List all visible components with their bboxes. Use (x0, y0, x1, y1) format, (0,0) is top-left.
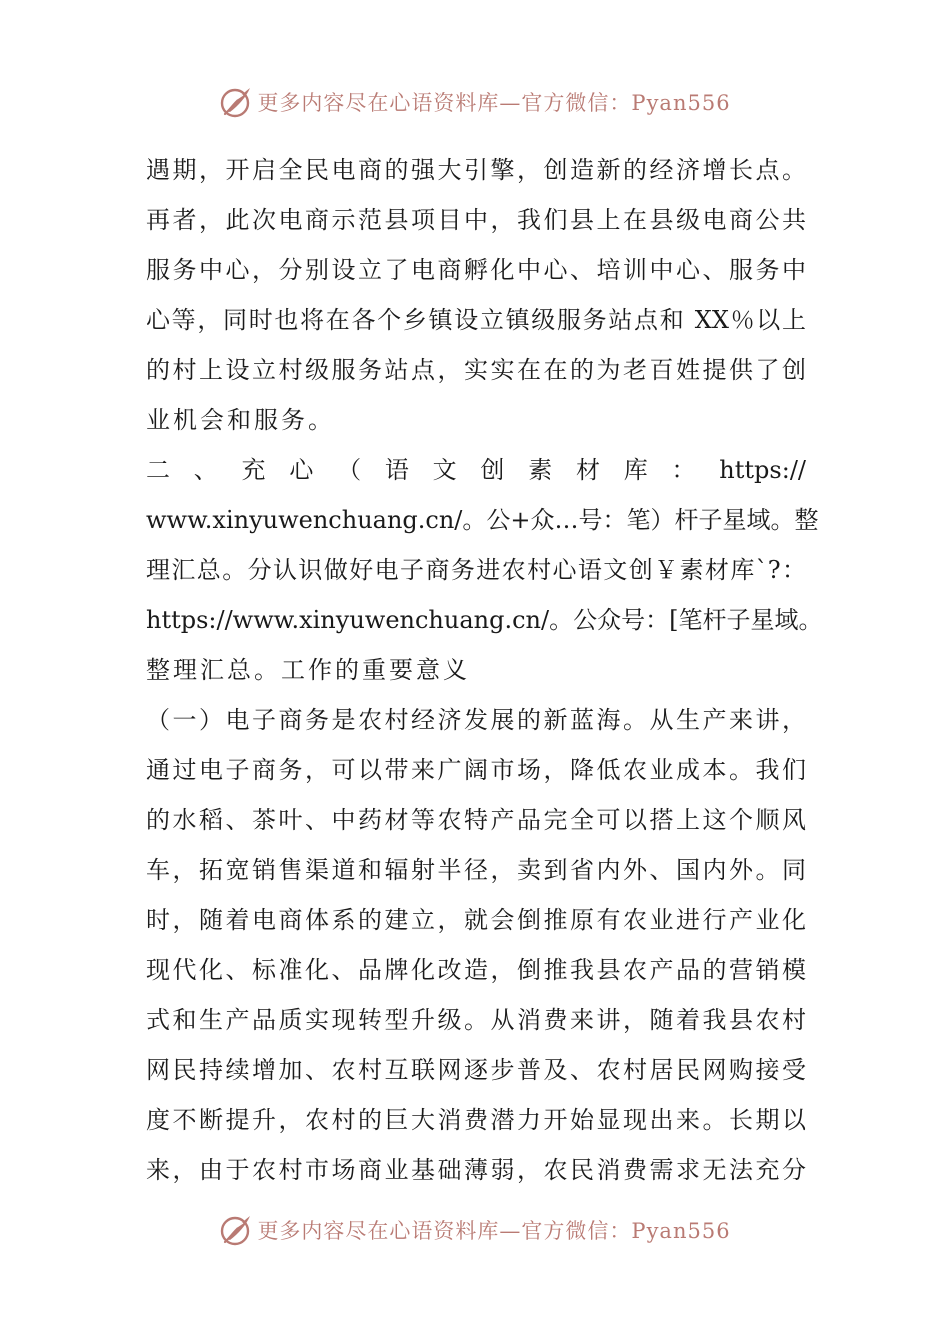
body-line: 现代化、标准化、品牌化改造，倒推我县农产品的营销模 (146, 956, 806, 984)
body-line: 二、充心（语文创素材库：https:// (146, 456, 806, 484)
body-line: 通过电子商务，可以带来广阔市场，降低农业成本。我们 (146, 756, 806, 784)
quill-logo-icon (219, 85, 253, 119)
document-body (146, 145, 823, 1195)
body-line: （一）电子商务是农村经济发展的新蓝海。从生产来讲， (146, 706, 806, 734)
footer-banner-text: 更多内容尽在心语资料库—官方微信：Pyan556 (257, 1219, 731, 1243)
body-line: https://www.xinyuwenchuang.cn/。公众号：[笔杆子星域。 (146, 606, 823, 634)
body-line: 来，由于农村市场商业基础薄弱，农民消费需求无法充分 (146, 1156, 806, 1184)
body-line: 车，拓宽销售渠道和辐射半径，卖到省内外、国内外。同 (146, 856, 806, 884)
header-banner (0, 82, 950, 122)
body-line: 时，随着电商体系的建立，就会倒推原有农业进行产业化 (146, 906, 806, 934)
body-line: 的水稻、茶叶、中药材等农特产品完全可以搭上这个顺风 (146, 806, 806, 834)
header-banner-text: 更多内容尽在心语资料库—官方微信：Pyan556 (257, 91, 731, 115)
footer-banner (0, 1210, 950, 1250)
body-line: 心等，同时也将在各个乡镇设立镇级服务站点和 XX％以上 (146, 306, 806, 334)
body-line: www.xinyuwenchuang.cn/。公+众…号：笔）杆子星域。整 (146, 506, 819, 534)
body-line: 服务中心，分别设立了电商孵化中心、培训中心、服务中 (146, 256, 806, 284)
body-line: 整理汇总。工作的重要意义 (146, 656, 470, 684)
body-line: 网民持续增加、农村互联网逐步普及、农村居民网购接受 (146, 1056, 806, 1084)
quill-logo-icon (219, 1213, 253, 1247)
body-line: 业机会和服务。 (146, 406, 335, 434)
body-line: 度不断提升，农村的巨大消费潜力开始显现出来。长期以 (146, 1106, 806, 1134)
body-line: 式和生产品质实现转型升级。从消费来讲，随着我县农村 (146, 1006, 806, 1034)
body-line: 再者，此次电商示范县项目中，我们县上在县级电商公共 (146, 206, 806, 234)
body-line: 理汇总。分认识做好电子商务进农村心语文创￥素材库`?： (146, 556, 806, 584)
body-line: 的村上设立村级服务站点，实实在在的为老百姓提供了创 (146, 356, 806, 384)
body-line: 遇期，开启全民电商的强大引擎，创造新的经济增长点。 (146, 156, 806, 184)
